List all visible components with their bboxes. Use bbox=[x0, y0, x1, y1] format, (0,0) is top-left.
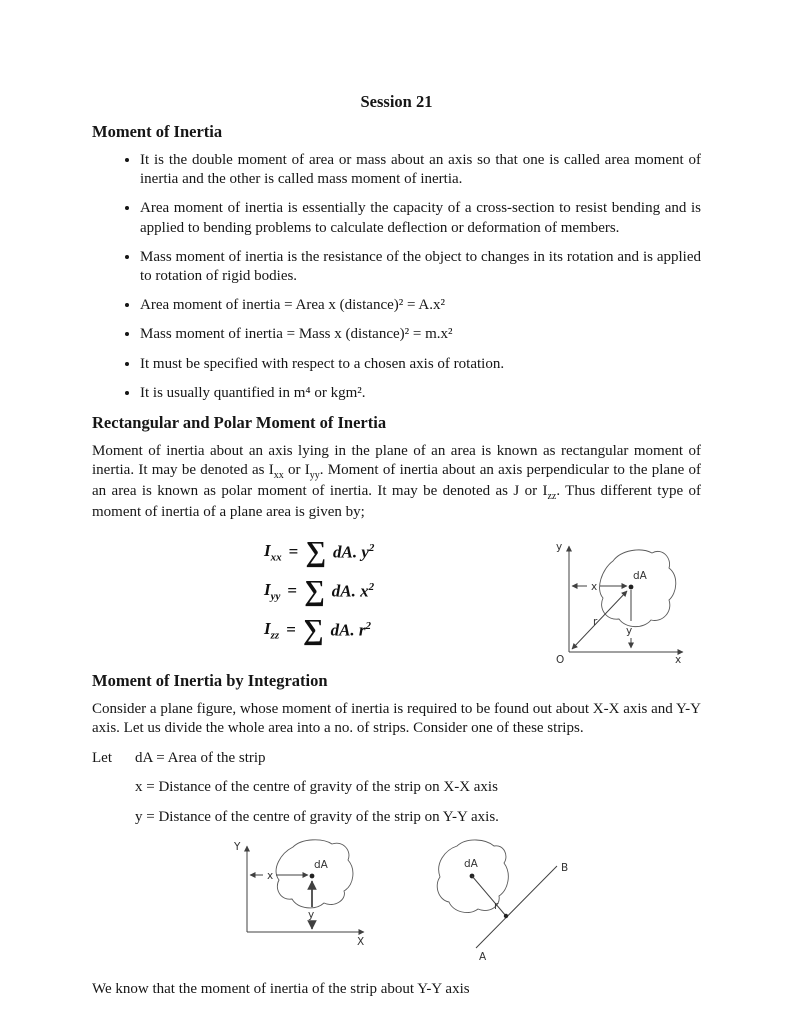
subscript-yy: yy bbox=[309, 470, 320, 482]
rect-polar-paragraph bbox=[92, 442, 701, 523]
heading-moment-of-inertia: Moment of Inertia bbox=[92, 122, 223, 141]
formula-rhs: dA. $y^2$ bbox=[333, 542, 375, 562]
y-axis-label: Y bbox=[234, 841, 241, 854]
strip-diagrams-row bbox=[230, 837, 701, 972]
summation-symbol: ∑ bbox=[304, 574, 325, 607]
end-b-label: B bbox=[561, 862, 569, 875]
moment-of-inertia-bullet-list bbox=[92, 151, 701, 403]
bullet-item: • Mass moment of inertia = Mass x (distance)² = m.x² bbox=[140, 325, 701, 344]
para-segment: . Thus different type of moment of inertia of a plane area is given by; bbox=[92, 483, 701, 521]
subscript-xx: xx bbox=[273, 470, 284, 482]
summation-symbol: ∑ bbox=[305, 535, 326, 568]
xy-plane-area-diagram bbox=[551, 535, 701, 665]
heading-rectangular-polar: Rectangular and Polar Moment of Inertia bbox=[92, 412, 387, 432]
formula-iyy bbox=[264, 572, 374, 611]
para-segment: Moment of inertia about an axis lying in the plane of an area is known as rectangular moment of inertia. It may be denoted as I bbox=[92, 442, 701, 479]
formula-block bbox=[264, 533, 374, 650]
let-label: Let bbox=[92, 749, 112, 766]
formula-rhs: dA. $r^2$ bbox=[330, 620, 372, 640]
definition-y: y = Distance of the centre of gravity of the strip on Y-Y axis. bbox=[135, 808, 499, 825]
y-axis-label: y bbox=[556, 540, 563, 553]
equals-sign: = bbox=[286, 620, 296, 640]
foot-point bbox=[504, 914, 508, 918]
formula-rhs: dA. $x^2$ bbox=[331, 581, 375, 601]
dA-label: dA bbox=[464, 858, 478, 871]
area-blob-outline bbox=[276, 840, 353, 908]
end-a-label: A bbox=[479, 951, 487, 964]
bullet-item: • It must be specified with respect to a chosen axis of rotation. bbox=[140, 355, 701, 374]
strip-xy-axes-diagram bbox=[230, 837, 375, 949]
formula-izz bbox=[264, 611, 374, 650]
definition-x: x = Distance of the centre of gravity of the strip on X-X axis bbox=[135, 779, 498, 796]
dA-point bbox=[310, 874, 315, 879]
y-distance-label: y bbox=[308, 909, 315, 922]
bullet-item: • It is the double moment of area or mass about an axis so that one is called area moment of inertia and the other is called mass moment of inertia. bbox=[140, 151, 701, 189]
summation-symbol: ∑ bbox=[302, 613, 324, 646]
y-distance-label: y bbox=[626, 624, 633, 637]
bullet-item: • Mass moment of inertia is the resistance of the object to changes in its rotation and is applied to rotation of rigid bodies. bbox=[140, 248, 701, 286]
strip-ab-axis-diagram bbox=[419, 837, 574, 972]
para-segment: or I bbox=[283, 462, 310, 479]
x-distance-label: x bbox=[591, 580, 598, 593]
x-axis-label: x bbox=[675, 653, 682, 665]
page-title: Session 21 bbox=[360, 92, 433, 111]
bullet-item: • It is usually quantified in m⁴ or kgm². bbox=[140, 384, 701, 403]
dA-label: dA bbox=[633, 569, 647, 582]
formula-lhs: $I_{yy}$ bbox=[264, 580, 281, 603]
bullet-item: • Area moment of inertia is essentially the capacity of a cross-section to resist bending and is applied to bending problems to calculate deflection or deformation of members. bbox=[140, 199, 701, 237]
bullet-item: • Area moment of inertia = Area x (distance)² = A.x² bbox=[140, 296, 701, 315]
dA-point bbox=[629, 584, 634, 589]
area-blob-outline bbox=[600, 550, 676, 627]
let-definition-row bbox=[92, 749, 701, 769]
equals-sign: = bbox=[287, 581, 298, 601]
equals-sign: = bbox=[288, 542, 299, 562]
r-distance-label: r bbox=[494, 900, 499, 913]
para-segment: . Moment of inertia about an axis perpendicular to the plane of an area is known as polar moment of inertia. It may be denoted as J or I bbox=[92, 462, 701, 500]
dA-label: dA bbox=[314, 859, 328, 872]
x-axis-label: X bbox=[357, 936, 365, 949]
integration-paragraph: Consider a plane figure, whose moment of inertia is required to be found out about X-X axis and Y-Y axis. Let us divide the whole area into a no. of strips. Consider one of these strips. bbox=[92, 700, 701, 737]
subscript-zz: zz bbox=[547, 491, 557, 503]
formula-ixx bbox=[264, 533, 374, 572]
heading-integration: Moment of Inertia by Integration bbox=[92, 670, 328, 690]
closing-sentence: We know that the moment of inertia of the strip about Y-Y axis bbox=[92, 981, 470, 998]
formula-lhs: $I_{zz}$ bbox=[264, 619, 280, 642]
definition-dA: dA = Area of the strip bbox=[135, 749, 266, 766]
formula-and-diagram-row bbox=[92, 533, 701, 665]
origin-label: O bbox=[556, 653, 565, 665]
ab-axis-line bbox=[476, 866, 557, 948]
r-distance-label: r bbox=[593, 615, 598, 628]
r-distance-arrow bbox=[572, 591, 627, 649]
x-distance-label: x bbox=[267, 870, 274, 883]
formula-lhs: $I_{xx}$ bbox=[264, 541, 282, 564]
